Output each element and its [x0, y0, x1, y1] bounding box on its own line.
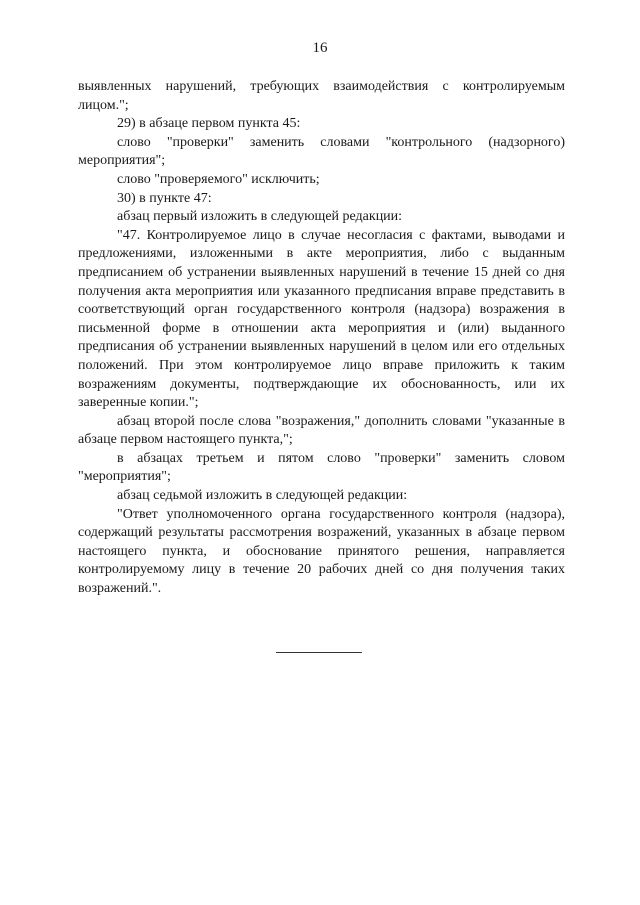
paragraph-quote-47: "47. Контролируемое лицо в случае несогласия с фактами, выводами и предложениями, изложенными в акте мероприятия, либо с выданным предписанием об устранении выявленных нарушений в течение 15 дней со дня получения акта мероприятия или указанного предписания вправе представить в соответствующий орган государственного контроля (надзора) возражения в письменной форме в отношении акта мероприятия и (или) выданного предписания об устранении выявленных нарушений в целом или его отдельных положений. При этом контролируемое лицо вправе приложить к таким возражениям документы, подтверждающие их обоснованность, или их заверенные копии."; [78, 227, 565, 411]
paragraph-item-30: 30) в пункте 47: [117, 190, 212, 206]
page-number: 16 [312, 40, 328, 56]
document-body [78, 78, 565, 599]
paragraph-exclude-word: слово "проверяемого" исключить; [117, 171, 320, 187]
paragraph-third-fifth-abzac: в абзацах третьем и пятом слово "проверки" заменить словом "мероприятия"; [78, 450, 565, 485]
paragraph-continuation: выявленных нарушений, требующих взаимодействия с контролируемым лицом."; [78, 79, 565, 113]
paragraph-replace-word: слово "проверки" заменить словами "контрольного (надзорного) мероприятия"; [78, 134, 565, 169]
paragraph-item-29: 29) в абзаце первом пункта 45: [117, 116, 301, 132]
paragraph-quote-answer: "Ответ уполномоченного органа государственного контроля (надзора), содержащий результаты рассмотрения возражений, указанных в абзаце первом настоящего пункта, и обоснование принятого решения, направляется контролируемому лицу в течение 20 рабочих дней со дня получения таких возражений.". [78, 506, 565, 597]
paragraph-second-abzac: абзац второй после слова "возражения," дополнить словами "указанные в абзаце первом настоящего пункта,"; [78, 413, 565, 448]
paragraph-first-abzac: абзац первый изложить в следующей редакции: [117, 209, 403, 225]
paragraph-seventh-abzac: абзац седьмой изложить в следующей редакции: [117, 488, 408, 504]
end-divider-line [276, 652, 362, 653]
